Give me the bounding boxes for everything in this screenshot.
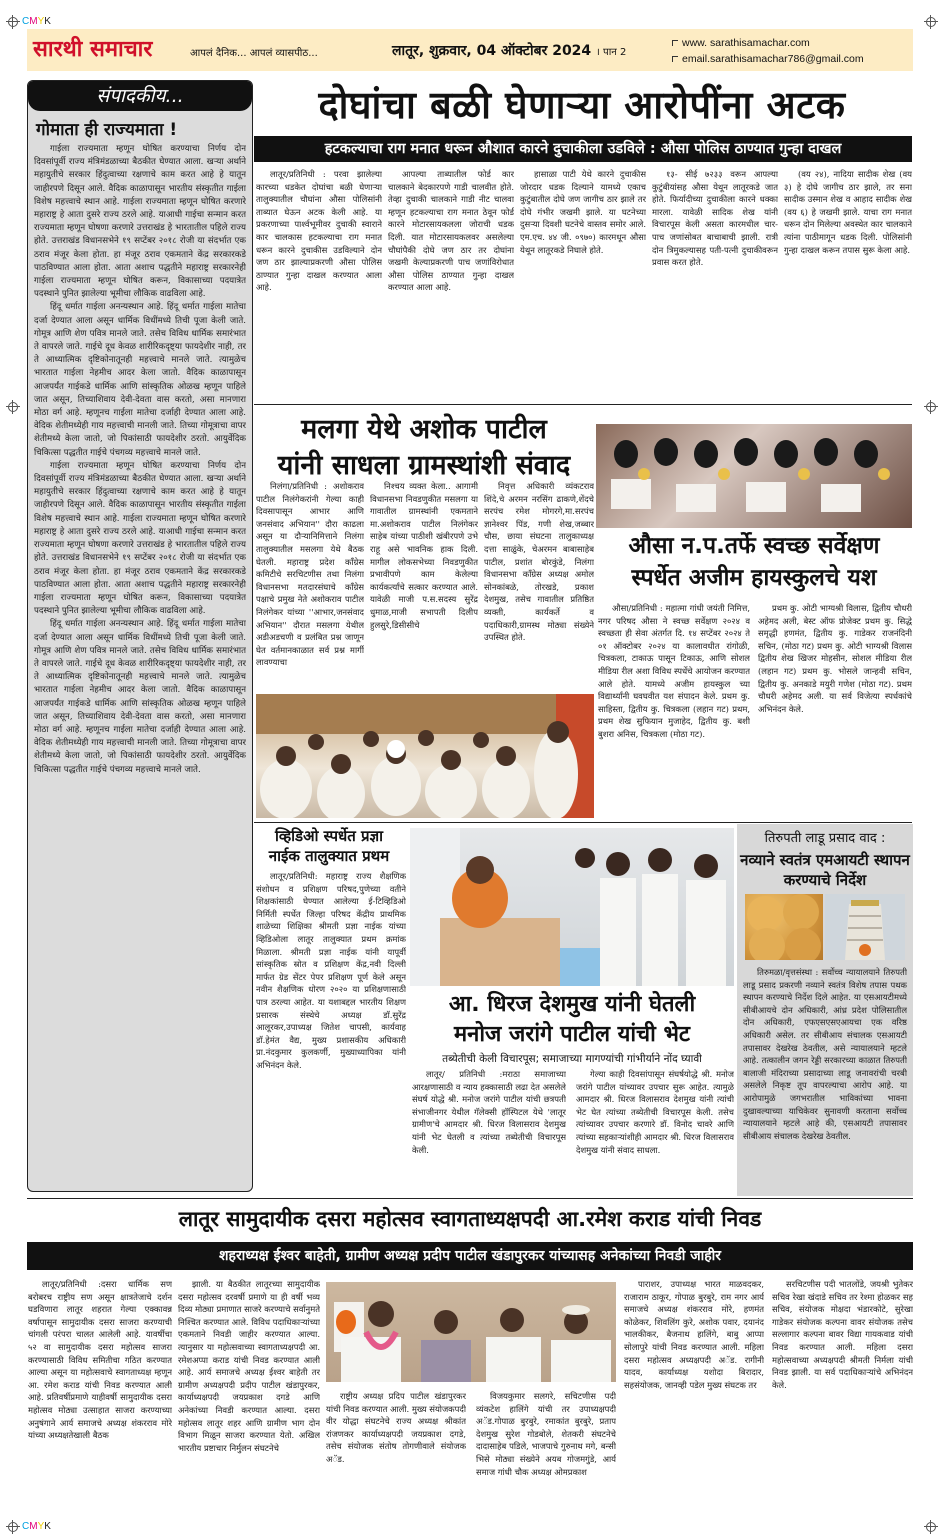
website-link[interactable]: www. sarathisamachar.com	[682, 37, 810, 49]
story1-column	[784, 168, 912, 400]
editorial-paragraph: गाईला राज्यमाता म्हणून घोषित करण्याचा निर्णय दोन दिवसांपूर्वी राज्य मंत्रिमंडळाच्या बैठकीत घेण्यात आला. खऱ्या अर्थाने महायुतीचे सरकार हिंदुत्वाच्या रक्षणाचे काम करत आहे हे यातून जाहीरपणे दिसून आले. वैदिक काळापासून भारतीय संस्कृतीत गाईला विशेष महत्त्वाचे स्थान आहे. गाईला राज्यमाता म्हणून घोषित करणारे महाराष्ट्र हे आता दुसरे राज्य ठरले आहे. याआधी गाईचा सन्मान करत राज्यमाता म्हणून घोषणा करणारे उत्तराखंड हे भारतातील पहिले राज्य होते. उत्तराखंड विधानसभेने १९ सप्टेंबर २०१८ रोजी या संदर्भात एक ठराव मंजूर केला होता. हा मंजूर ठराव एकमताने केंद्र सरकारकडे पाठविण्यात आला होता. आता अशाच पद्धतीने महाराष्ट्र सरकारनेही गाईला राज्यमाता म्हणून घोषित करून, विकासाच्या पदयात्रेत पदस्थाने पुनित झालेल्या भूमीचा लौकिक वाढविला आहे.	[34, 460, 246, 617]
story5-column	[576, 1068, 734, 1192]
cmyk-label-top: CMYK	[22, 16, 51, 27]
story7-column	[476, 1390, 616, 1512]
story5-column	[412, 1068, 566, 1192]
registration-mark-bottom-right	[924, 1520, 938, 1534]
story7-column	[178, 1278, 320, 1512]
divider	[254, 822, 912, 823]
story5-text: लातूर/ प्रतिनिधी :मराठा समाजाच्या आरक्षणासाठी व न्याय हक्कासाठी लढा देत असलेले संघर्ष योद्धे श्री. मनोज जरांगे पाटील यांची छत्रपती संभाजीनगर येथील गॅलेक्सी हॉस्पिटल येथे 'लातूर ग्रामीण'चे आमदार श्री. धिरज विलासराव देशमुख यांनी भेट घेतली व त्यांच्या तब्येतीची विचारपूस केली.	[412, 1069, 566, 1155]
felicitation-illustration	[326, 1282, 616, 1382]
story2-column	[256, 480, 364, 692]
story7-text: झाली. या बैठकीत लातूरच्या सामुदायीक दसरा महोत्सव दरवर्षी प्रमाणे या ही वर्षी भव्य दिव्य मोठ्या प्रमाणात साजरे करण्याचे सर्वानुमते निश्चित करण्यात आले. विविध पदाधिकाऱ्यांच्या एकमताने निवडी जाहीर करण्यात आल्या. त्यानुसार या महोत्सवाच्या स्वागताध्यक्षपदी आ. रमेशअप्पा कराड यांची निवड करण्यात आली आहे. आर्य समाजचे अध्यक्ष ईश्वर बाहेती तर ग्रामीण अध्यक्षपदी प्रदीप पाटील खंडापुरकर, कार्याध्यक्षपदी जयप्रकाश दगडे आणि अनेकांच्या निवडी करण्यात आल्या. दसरा महोत्सव लातूर शहर आणि ग्रामीण भाग दोन विभाग मिळून साजरा करण्यात येतो. अखिल भारतीय प्रष्टाचार निर्मुलन संघटनेचे	[178, 1279, 320, 1453]
story1-text: आपल्या ताब्यातील फोर्ड कार चालकाने बेदकारपणे गाडी चालवीत होते. तेव्हा दुचाकी चालकाने गाडी नीट चालवा म्हणून हटकल्याचा राग मनात ठेवून फोर्ड कारने मोटारसायकलला जोराची धडक दिली. यात मोटारसायकलवर असलेल्या चौघांपैकी दोघे जण ठार तर दोघांना जखमी केल्याप्रकरणी पाच जणांविरोधात औसा पोलिस ठाण्यात गुन्हा दाखल करण्यात आला आहे.	[388, 169, 514, 293]
story4-headline	[254, 826, 404, 866]
story2-headline-line: यांनी साधला ग्रामस्थांशी संवाद	[277, 450, 571, 481]
newspaper-tagline: आपलं दैनिक... आपलं व्यासपीठ...	[190, 48, 318, 59]
story3-text: प्रथम कु. ओटी भाग्यश्री विलास, द्वितीय चौधरी अहेमद अली, बेस्ट ऑफ प्रोजेक्ट प्रथम कु. सिद्धे समृद्धी हणमंत, द्वितीय कु. गाडेकर राजनंदिनी सचिन, (मोठा गट) प्रथम कु. ओटी भाग्यश्री विलास द्वितीय शेख खिजर मोहसीन, सोशल मीडिया रील (लहान गट) प्रथम कु. भोसले जान्हवी सचिन, द्वितीय कु. अनकाडे मयुरी गणेश (मोठा गट). प्रथम चौधरी अहेमद अली. या सर्व विजेत्या स्पर्धकांचे अभिनंदन केले.	[758, 603, 912, 714]
story1-column	[652, 168, 778, 400]
story5-text: गेल्या काही दिवसांपासून संघर्षयोद्धे श्री. मनोज जरांगे पाटील यांच्यावर उपचार सुरू आहेत. त्यामुळे आमदार श्री. धिरज विलासराव देशमुख यांनी त्यांची भेट घेत त्यांच्या तब्येतीची विचारपूस केली. तसेच त्यांच्यावर उपचार करणारे डॉ. विनोद चावरे आणि त्यांच्या सहकाऱ्यांशीही आमदार श्री. धिरज विलासराव देशमुख यांनी संवाद साधला.	[576, 1069, 734, 1155]
story4-text: लातूर/प्रतिनिधी: महाराष्ट्र राज्य शैक्षणिक संशोधन व प्रशिक्षण परिषद,पुणेच्या वतीने शिक्षकांसाठी घेण्यात आलेल्या ई-टिव्हिडिओ निर्मिती स्पर्धेत जिल्हा परिषद केंद्रीय प्राथमिक शाळेच्या शिक्षिका श्रीमती प्रज्ञा नाईक यांच्या व्हिडिओला लातूर तालुक्यात प्रथम क्रमांक मिळाला. श्रीमती प्रज्ञा नाईक यांनी यापूर्वी सांस्कृतिक स्रोत व प्रशिक्षण केंद्र,नवी दिल्ली मार्फत ग्रेड सेंटर पेपर प्रशिक्षण पूर्ण केले असून नवीन शैक्षणिक धोरण २०२० या प्रशिक्षणासाठी पात्र ठरल्या आहेत. या यशाबद्दल भारतीय शिक्षण प्रसारक संस्थेचे अध्यक्ष डॉ.सुरेंद्र आलूरकर,उपाध्यक्ष जितेश चापसी, कार्यवाह डॉ.हेमंत वैद्य, मुख्य प्रशासकीय अधिकारी प्रा.नंदकुमार कुलकर्णी, मुख्याध्यापिका यांनी अभिनंदन केले.	[256, 871, 406, 1070]
newspaper-title: सारथी समाचार	[33, 37, 153, 62]
story1-column	[388, 168, 514, 400]
registration-mark-top-left	[6, 15, 20, 29]
story3-column	[758, 602, 912, 818]
village-meeting-photo	[256, 694, 594, 818]
story4-headline-line: व्हिडिओ स्पर्धेत प्रज्ञा	[274, 827, 384, 845]
registration-mark-mid-left	[6, 400, 20, 414]
story4-headline-line: नाईक तालुक्यात प्रथम	[268, 847, 390, 865]
students-award-photo	[596, 424, 912, 528]
registration-mark-mid-right	[924, 400, 938, 414]
story2-column	[370, 480, 478, 692]
divider	[27, 1198, 913, 1199]
date-text: लातूर, शुक्रवार, 04 ऑक्टोबर 2024	[392, 43, 592, 59]
story2-headline	[254, 412, 594, 484]
story7-text: राष्ट्रीय अध्यक्ष प्रदिप पाटील खंडापुरकर यांची निवड करण्यात आली. मुख्य संयोजकपदी वीर योद्धा संघटनेचे राज्य अध्यक्ष श्रीकांत रांजणकर कार्याध्यक्षपदी जयप्रकाश दगडे, तसेच संयोजक संतोष तोगणीवाले संयोजक अॅड.	[326, 1391, 466, 1464]
story2-text: निवृत्त अधिकारी व्यंकटराव शिंदे,चे अरमन नरसिंग ढाकणे,शेंदचे सरपंच रमेश मोगरगे,मा.सरपंच ज्ञानेश्वर पिंड, गणी शेख,जब्बार चौस, छाया संघटना तालुकाध्यक्ष दत्ता साळुंके, चेअरमन बाबासाहेब पाटील, प्रशांत बोरकुंडे, निलंगा विधानसभा काँग्रेस अध्यक्ष अमोल सोनकांबळे, तोरखडे, प्रकाश देशमुख, तसेच गावातील प्रतिष्ठित व्यक्ती, कार्यकर्ते व पदाधिकारी,ग्रामस्थ मोठ्या संख्येने उपस्थित होते.	[484, 481, 594, 643]
story6-box	[737, 824, 913, 1196]
registration-mark-bottom-left	[6, 1520, 20, 1534]
story7-column	[326, 1390, 466, 1512]
editorial-header: संपादकीय...	[28, 81, 252, 111]
masthead	[27, 29, 913, 71]
story6-text: तिरुमळा/वृत्तसंस्था : सर्वोच्च न्यायालयाने तिरुपती लाडू प्रसाद प्रकरणी नव्याने स्वतंत्र विशेष तपास पथक स्थापन करण्याचे निर्देश दिले आहेत. या एसआयटीमध्ये सीबीआयचे दोन अधिकारी, आंध्र प्रदेश पोलिसातील दोन अधिकारी, एफएसएसएआयचा एक वरिष्ठ अधिकारी असेल. तर सीबीआय संचालक एसआयटी तपासावर देखरेख ठेवतील, असे न्यायालयाने म्हटले आहे. तत्कालीन जगन रेड्डी सरकारच्या काळात तिरुपती बालाजी मंदिराच्या प्रसादाच्या लाडू जनावरांची चरबी असलेले निकृष्ट तूप वापरल्याचा आरोप आहे. या आरोपामुळे जगभरातील भाविकांच्या भावना दुखावल्याच्या याचिकेवर सुनावणी करताना सर्वोच्च न्यायालयाने म्हटले आहे की, एसआयटी तपासावर सीबीआय संचालक देखरेख ठेवतील.	[743, 967, 907, 1141]
email-link[interactable]: email.sarathisamachar786@gmail.com	[682, 53, 864, 65]
story7-column	[624, 1278, 764, 1512]
story2-text: निलंगा/प्रतिनिधी : अशोकराव पाटील निलंगेकरांनी गेल्या काही दिवसापासून आभार आणि जनसंवाद अभियान'' दौरा काढला असून या दौऱ्यानिमित्ताने निलंगा तालुक्यातील मसलगा येथे बैठक घेतली. महाराष्ट्र प्रदेश काँग्रेस कमिटीचे सरचिटणीस तथा निलंगा विधानसभा मतदारसंघाचे काँग्रेस पक्षाचे प्रमुख नेते अशोकराव पाटील निलंगेकर यांच्या ''आभार,जनसंवाद अभियान'' दौरात मसलगा येथील अडीअडचणी व प्रलंबित प्रश्न जाणून घेत वर्तमानकाळात सर्व प्रश्न मार्गी लावण्याचा	[256, 481, 364, 668]
story5-headline	[410, 990, 734, 1050]
contact-links	[672, 35, 864, 67]
story7-column	[28, 1278, 172, 1512]
story7-text: सरचिटणीस पदी भातलोंडे, जयश्री भुतेकर सचिव रेखा खंदाडे सचिव तर रेश्मा होळकर सह सचिव, संयोजक मोक्षदा भंडारकोटे, सुरेखा गाडेकर संयोजक कल्पना वावर संयोजक तसेच सल्लागार कल्पना बावर विद्या गायकवाड यांची निवड करण्यात आली. महिला दसरा महोत्सवाच्या अध्यक्षपदी श्रीमती निर्मला यांची निवड झाली. या सर्व पदाधिकाऱ्यांचे अभिनंदन केले.	[772, 1279, 913, 1390]
story5-headline-line: मनोज जरांगे पाटील यांची भेट	[453, 1022, 690, 1047]
story3-headline-line: औसा न.प.तर्फे स्वच्छ सर्वेक्षण	[628, 533, 880, 559]
registration-mark-top-right	[924, 15, 938, 29]
story1-text: लातूर/प्रतिनिधी : परवा झालेल्या कारच्या धडकेत दोघांचा बळी घेणाऱ्या तालुक्यातील चौघांना औसा पोलिसांनी ताब्यात घेऊन अटक केली आहे. या प्रकरणाच्या पार्श्वभूमीवर दुचाकी स्वाराने कार चालकास हटकल्याचा राग मनात धरून कारने दुचाकीस उडविल्याने दोन जण ठार झाल्याप्रकरणी औसा पोलिस ठाण्यात गुन्हा दाखल करण्यात आला आहे.	[256, 169, 382, 293]
bullet-icon	[672, 56, 678, 62]
editorial-title: गोमाता ही राज्यमाता !	[36, 120, 178, 140]
page-number: । पान 2	[596, 47, 627, 58]
story1-text: (वय २४), नादिया सादीक शेख (वय ३) हे दोघे जागीच ठार झाले, तर सना सादीक उस्मान शेख व आहाद सादीक शेख (वय ६) हे जखमी झाले. याचा राग मनात धरून दोन मिलेल्या अवस्थेत कार चालकाने त्यांना पाठीमागून धडक दिली. पोलिसांनी गुन्हा दाखल करून तपास सुरू केला आहे.	[784, 169, 912, 255]
story2-text: निश्चय व्यक्त केला.. आगामी विधानसभा निवडणुकीत मसलगा या गावातील ग्रामस्थांनी एकमताने मा.अशोकराव पाटील निलंगेकर साहेब यांच्या पाठीशी खंबीरपणे उभे राहू असे भावनिक हाक दिली. मागील लोकसभेच्या निवडणुकीत प्रभावीपणे काम केलेल्या कार्यकर्त्यांचे सत्कार करण्यात आले. यावेळी माजी प.स.सदस्य सुरेंद्र धुमाळ,माजी सभापती दिलीप हुलसुरे,डिसीसीचे	[370, 481, 478, 630]
story7-column	[772, 1278, 913, 1512]
hospital-illustration	[410, 828, 734, 986]
story5-headline-line: आ. धिरज देशमुख यांनी घेतली	[448, 992, 696, 1017]
bullet-icon	[672, 40, 678, 46]
story7-text: पाराशर, उपाध्यक्ष भारत माळवदकर, राजाराम ठाकूर, गोपाळ बुरबुरे, राम नगर आर्य समाजचे अध्यक्ष शंकरराव मोरे, हणमंत कोळेकर, शिवलिंग कुरे, अशोक पवार, दयानंद भालकीकर, बैजनाथ हालिंगे, बाबु आप्पा सोलापुरे यांची निवड करण्यात आली. महिला दसरा महोत्सव अध्यक्षपदी अॅड. रागीनी यादव, कार्याध्यक्ष यशोदा बिरादार, सहसंयोजक, जानव्ही पडेल मुख्य संघटक तर	[624, 1279, 764, 1390]
editorial-panel	[27, 80, 253, 1192]
story5-subheadline: तब्येतीची केली विचारपूस; समाजाच्या मागण्यांची गांभीर्याने नोंद घ्यावी	[442, 1053, 702, 1065]
story7-text: विजयकुमार सलगरे, सचिटणीस पदी व्यंकटेश हालिंगे यांची तर उपाध्यक्षपदी अॅड.गोपाळ बुरबुरे, रमाकांत बुरबुरे, प्रताप देशमुख सुरेश गोडबोले, शेतकरी संघटनेचे दादासाहेब पडिले, भाजपाचे गुरुनाथ मगे, बन्सी भिसे मोठ्या संख्येने अयब गोजमगुंडे, आर्य समाज गांधी चौक अध्यक्ष ओमप्रकाश	[476, 1391, 616, 1477]
story6-body	[743, 966, 907, 1192]
story1-column	[520, 168, 646, 400]
story1-text: हासाळा पाटी येथे कारने दुचाकीस जोरदार धडक दिल्याने यामध्ये एकाच कुटुंबातील दोघे जण जागीच ठार झाले तर दोघे गंभीर जखमी झाले. या घटनेच्या दुसऱ्या दिवशी घटनेचे वास्तव समोर आले. एम.एच. ४४ जी. ०९७०) कारमधून औसा येथून लातूरकडे निघाले होते.	[520, 169, 646, 255]
story1-column	[256, 168, 382, 400]
temple-photo	[825, 894, 905, 960]
editorial-paragraph: हिंदू धर्मात गाईला अनन्यस्थान आहे. हिंदू धर्मात गाईला मातेचा दर्जा देण्यात आला असून धार्मिक विधींमध्ये तिची पूजा केली जाते. गोमूत्र आणि शेण पवित्र मानले जाते. तसेच विविध धार्मिक समारंभात ते वापरले जाते. गाईचे दूध केवळ शारीरिकदृष्ट्या फायदेशीर नाही, तर ते आध्यात्मिक दृष्टिकोनातूनही महत्त्वाचे मानले जाते. त्यामुळेच भारतात गाईला नेहमीच आदर केला जातो. वैदिक काळापासून आजपर्यंत गाईकडे धार्मिक आणि सांस्कृतिक ओळख म्हणून पाहिले जात असून, तिच्याशिवाय देवी-देवता वास करतो, असा मानणारा मोठा वर्ग आहे. म्हणूनच गाईला मातेचा दर्जाही देण्यात आला आहे. वेदिक शेतीमध्येही गाय महत्त्वाची मानली जाते. तिच्या गोमूत्राचा वापर शेतीमध्ये केला जातो, जो पिकांसाठी फायदेशीर ठरतो. आयुर्वेदिक चिकित्सा पद्धतीत गाईचे पंचगव्य महत्त्वाचे मानले जाते.	[34, 302, 246, 458]
story6-headline: नव्याने स्वतंत्र एमआयटी स्थापन करण्याचे निर्देश	[740, 851, 910, 889]
temple-illustration	[825, 894, 905, 960]
story1-headline: दोघांचा बळी घेणाऱ्या आरोपींना अटक	[318, 83, 846, 127]
story2-column	[484, 480, 594, 692]
story7-subheadline: शहराध्यक्ष ईश्वर बाहेती, ग्रामीण अध्यक्ष प्रदीप पाटील खंडापुरकर यांच्यासह अनेकांच्या निवडी जाहीर	[27, 1242, 913, 1270]
story1-subheadline: हटकल्याचा राग मनात धरून औशात कारने दुचाकीला उडविले : औसा पोलिस ठाण्यात गुन्हा दाखल	[254, 136, 912, 162]
story1-text: १३- सीई ७२३३ वरून आपल्या कुटुंबीयांसह औसा येथून लातूरकडे जात होते. फिर्यादीच्या दुचाकीला कारने धक्का मारला. यावेळी सादिक शेख यांनी विचारपूस केली असता कारमधील चार-पाच जणांसोबत बाचाबाची झाली. रात्री दोन त्रिमुकल्यासह पती-पत्नी दुचाकीवरून प्रवास करत होते.	[652, 169, 778, 268]
felicitation-photo	[326, 1282, 616, 1382]
story7-headline: लातूर सामुदायीक दसरा महोत्सव स्वागताध्यक्षपदी आ.रमेश कराड यांची निवड	[178, 1207, 762, 1231]
story3-headline	[596, 530, 912, 594]
cmyk-label-bottom: CMYK	[22, 1521, 51, 1532]
dateline	[392, 41, 626, 60]
editorial-body	[34, 143, 246, 1188]
hospital-visit-photo	[410, 828, 734, 986]
story3-column	[598, 602, 750, 818]
editorial-paragraph: गाईला राज्यमाता म्हणून घोषित करण्याचा निर्णय दोन दिवसांपूर्वी राज्य मंत्रिमंडळाच्या बैठकीत घेण्यात आला. खऱ्या अर्थाने महायुतीचे सरकार हिंदुत्वाच्या रक्षणाचे काम करत आहे हे यातून जाहीरपणे दिसून आले. वैदिक काळापासून भारतीय संस्कृतीत गाईला विशेष महत्त्वाचे स्थान आहे. गाईला राज्यमाता म्हणून घोषित करणारे महाराष्ट्र हे आता दुसरे राज्य ठरले आहे. याआधी गाईचा सन्मान करत राज्यमाता म्हणून घोषणा करणारे उत्तराखंड हे भारतातील पहिले राज्य होते. उत्तराखंड विधानसभेने १९ सप्टेंबर २०१८ रोजी या संदर्भात एक ठराव मंजूर केला होता. हा मंजूर ठराव एकमताने केंद्र सरकारकडे पाठविण्यात आला होता. आता अशाच पद्धतीने महाराष्ट्र सरकारनेही गाईला राज्यमाता म्हणून घोषित करून, विकासाच्या पदयात्रेत पदस्थाने पुनित झालेल्या भूमीचा लौकिक वाढविला आहे.	[34, 144, 246, 300]
story2-headline-line: मलगा येथे अशोक पाटील	[301, 414, 547, 445]
story4-body	[256, 870, 406, 1194]
divider	[254, 404, 912, 405]
crowd-illustration	[256, 694, 594, 818]
laddu-photo	[745, 894, 823, 960]
story3-headline-line: स्पर्धेत अजीम हायस्कुलचे यश	[631, 565, 877, 591]
laddu-illustration	[745, 894, 823, 960]
students-illustration	[596, 424, 912, 528]
editorial-paragraph: हिंदू धर्मात गाईला अनन्यस्थान आहे. हिंदू धर्मात गाईला मातेचा दर्जा देण्यात आला असून धार्मिक विधींमध्ये तिची पूजा केली जाते. गोमूत्र आणि शेण पवित्र मानले जाते. तसेच विविध धार्मिक समारंभात ते वापरले जाते. गाईचे दूध केवळ शारीरिकदृष्ट्या फायदेशीर नाही, तर ते आध्यात्मिक दृष्टिकोनातूनही महत्त्वाचे मानले जाते. त्यामुळेच भारतात गाईला नेहमीच आदर केला जातो. वैदिक काळापासून आजपर्यंत गाईकडे धार्मिक आणि सांस्कृतिक ओळख म्हणून पाहिले जात असून, तिच्याशिवाय देवी-देवता वास करतो, असा मानणारा मोठा वर्ग आहे. म्हणूनच गाईला मातेचा दर्जाही देण्यात आला आहे. वेदिक शेतीमध्येही गाय महत्त्वाची मानली जाते. तिच्या गोमूत्राचा वापर शेतीमध्ये केला जातो, जो पिकांसाठी फायदेशीर ठरतो. आयुर्वेदिक चिकित्सा पद्धतीत गाईचे पंचगव्य महत्त्वाचे मानले जाते.	[34, 619, 246, 775]
story7-text: लातूर/प्रतिनिधी :दसरा धार्मिक सण बरोबरच राष्ट्रीय सण असून क्षात्रतेजाचे दर्शन घडविणारा लातूर शहरात गेल्या एक्कावन्न वर्षापासून सामुदायीक दसरा साजरा करण्याची चांगली परंपरा चालत आलेली आहे. यावर्षीचा ५२ वा सामुदायीक दसरा महोत्सव साजरा करण्यासाठी विविध समितीचा गठित करण्यात आल्या असून या महोत्सवाचे स्वागताध्यक्ष म्हणून आ. रमेश कराड यांची निवड करण्यात आली आहे. प्रतिवर्षीप्रमाणे याहीवर्षी सामुदायीक दसरा महोत्सव मोठ्या उत्साहात साजरा करण्याच्या अनुषंगाने आर्य समाजचे अध्यक्ष शंकरराव मोरे यांच्या अध्यक्षतेखाली बैठक	[28, 1279, 172, 1441]
story6-kicker: तिरुपती लाडू प्रसाद वाद :	[764, 831, 886, 846]
story3-text: औसा/प्रतिनिधी : महात्मा गांधी जयंती निमित्त, नगर परिषद औसा ने स्वच्छ सर्वेक्षण २०२४ व स्वच्छता ही सेवा अंतर्गत दि. १४ सप्टेंबर २०२४ ते ०१ ऑक्टोबर २०२४ या कालावधीत रांगोळी, चित्रकला, टाकाऊ पासून टिकाऊ, आणि सोशल मीडिया रील अशा विविध स्पर्धेचे आयोजन करण्यात आले होते. यामध्ये अजीम हायस्कुल च्या विद्यार्थ्यांनी घवघवीत यश संपादन केले. प्रथम कु. साहिस्ता, द्वितीय कु. चित्रकला (लहान गट) प्रथम, प्रथम शेख सुफियान मुजाहेद, द्वितीय कु. बशी बुशरा अनिस, चित्रकला (मोठा गट).	[598, 603, 750, 739]
